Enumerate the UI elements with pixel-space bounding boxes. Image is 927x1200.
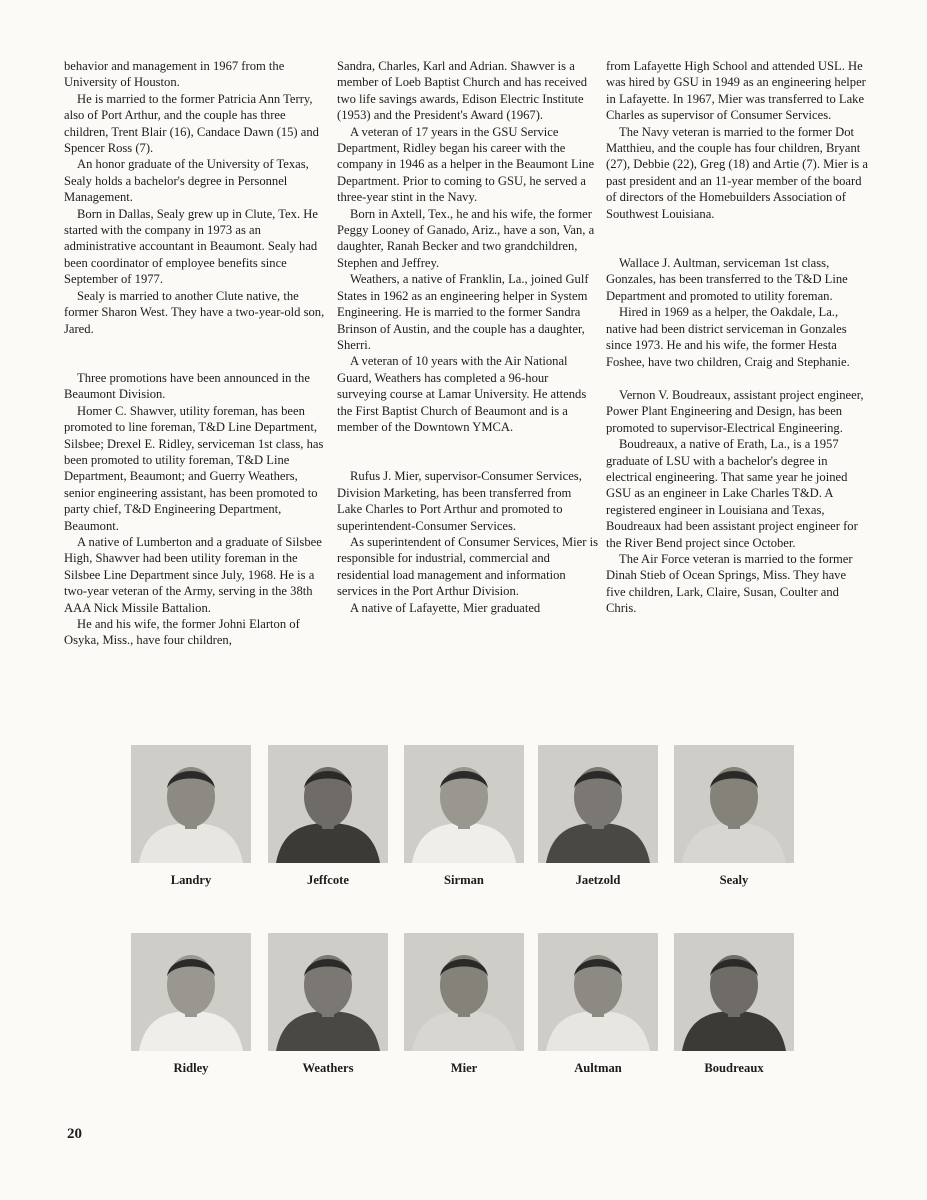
paragraph: behavior and management in 1967 from the University of Houston. [64,59,285,90]
portrait-photo [268,745,388,863]
paragraph: Three promotions have been announced in the Beaumont Division. [64,370,310,402]
portrait-landry [131,745,251,888]
paragraph: Homer C. Shawver, utility foreman, has been promoted to line foreman, T&D Line Department, Silsbee; Drexel E. Ridley, serviceman 1st class, has been promoted to utility foreman, T&D Line Department, Beaumont; and Guerry Weathers, senior engineering assistant, has been promoted to party chief, T&D Engineering Department, Beaumont. [64,403,324,533]
portrait-photo [674,933,794,1051]
paragraph: Sandra, Charles, Karl and Adrian. Shawver is a member of Loeb Baptist Church and has received two life savings awards, Edison Electric Institute (1953) and the President's Award (1967). [337,59,588,123]
paragraph: Sealy is married to another Clute native, the former Sharon West. They have a two-year-old son, Jared. [64,288,325,336]
portrait-photo [538,933,658,1051]
portrait-photo [268,933,388,1051]
portrait-photo [404,933,524,1051]
portrait-sirman [404,745,524,888]
portrait-aultman [538,933,658,1076]
text-column-1 [64,58,326,649]
portrait-caption: Ridley [173,1061,209,1075]
portrait-caption: Boudreaux [704,1061,764,1075]
portrait-weathers [268,933,388,1076]
paragraph: A veteran of 10 years with the Air National Guard, Weathers has completed a 96-hour surveying course at Lamar University. He attends the First Baptist Church of Beaumont and is a member of the Downtown YMCA. [337,354,587,434]
portrait-sealy [674,745,794,888]
paragraph: from Lafayette High School and attended USL. He was hired by GSU in 1949 as an engineering helper in Lafayette. In 1967, Mier was transferred to Lake Charles as supervisor of Consumer Services. [606,59,866,123]
portrait-photo [131,745,251,863]
paragraph: Hired in 1969 as a helper, the Oakdale, La., native had been district serviceman in Gonzales since 1973. He and his wife, the former Hesta Foshee, have two children, Craig and Stephanie. [606,305,850,369]
portrait-boudreaux [674,933,794,1076]
paragraph: Born in Dallas, Sealy grew up in Clute, Tex. He started with the company in 1973 as an administrative accountant in Beaumont. Sealy had been coordinator of employee benefits since September of 1977. [64,206,318,287]
paragraph: Vernon V. Boudreaux, assistant project engineer, Power Plant Engineering and Design, has been promoted to supervisor-Electrical Engineering. [606,387,864,435]
portrait-caption: Sealy [719,873,749,887]
portrait-jeffcote [268,745,388,888]
portrait-caption: Aultman [574,1061,622,1075]
portrait-photo [404,745,524,863]
paragraph: Boudreaux, a native of Erath, La., is a 1957 graduate of LSU with a bachelor's degree in electrical engineering. That same year he joined GSU as an engineer in Lake Charles T&D. A registered engineer in Louisiana and Texas, Boudreaux had been assistant project engineer for the River Bend project since October. [606,437,858,550]
portrait-photo [538,745,658,863]
paragraph: A veteran of 17 years in the GSU Service Department, Ridley began his career with the company in 1946 as a helper in the Beaumont Line Department. Prior to coming to GSU, he served a three-year stint in the Navy. [337,124,595,205]
portrait-caption: Jeffcote [307,873,349,887]
paragraph: Weathers, a native of Franklin, La., joined Gulf States in 1962 as an engineering helper in System Engineering. He is married to the former Sandra Brinson of Austin, and the couple has a daughter, Sherri. [337,272,589,352]
text-column-3 [606,58,868,617]
paragraph: Born in Axtell, Tex., he and his wife, the former Peggy Looney of Ganado, Ariz., have a son, Van, a daughter, Ranah Becker and two grandchildren, Stephen and Jeffrey. [337,206,595,270]
paragraph: The Air Force veteran is married to the former Dinah Stieb of Ocean Springs, Miss. They have five children, Lark, Claire, Susan, Coulter and Chris. [606,551,853,616]
paragraph: He is married to the former Patricia Ann Terry, also of Port Arthur, and the couple has three children, Trent Blair (16), Candace Dawn (15) and Spencer Ross (7). [64,91,319,156]
paragraph: He and his wife, the former Johni Elarton of Osyka, Miss., have four children, [64,617,300,648]
portrait-photo [131,933,251,1051]
paragraph: Rufus J. Mier, supervisor-Consumer Services, Division Marketing, has been transferred from Lake Charles to Port Arthur and promoted to superintendent-Consumer Services. [337,469,582,533]
paragraph: An honor graduate of the University of Texas, Sealy holds a bachelor's degree in Personnel Management. [64,157,309,205]
portrait-photo [674,745,794,863]
portrait-caption: Sirman [444,873,484,887]
paragraph: Wallace J. Aultman, serviceman 1st class, Gonzales, has been transferred to the T&D Line Department and promoted to utility foreman. [606,256,848,303]
portrait-caption: Mier [450,1061,478,1075]
paragraph: A native of Lumberton and a graduate of Silsbee High, Shawver had been utility foreman in the Silsbee Line Department since July, 1968. He is a two-year veteran of the Army, serving in the 38th AAA Nick Missile Battalion. [64,534,322,615]
portrait-mier [404,933,524,1076]
portrait-caption: Jaetzold [575,873,621,887]
page-number: 20 [67,1126,82,1142]
paragraph: A native of Lafayette, Mier graduated [350,600,541,615]
portrait-jaetzold [538,745,658,888]
paragraph: As superintendent of Consumer Services, Mier is responsible for industrial, commercial and residential load management and information services in the Port Arthur Division. [337,534,598,599]
portrait-caption: Weathers [302,1061,354,1075]
portrait-ridley [131,933,251,1076]
text-column-2 [337,58,599,616]
portrait-caption: Landry [170,873,212,887]
paragraph: The Navy veteran is married to the former Dot Matthieu, and the couple has four children, Bryant (27), Debbie (22), Greg (18) and Artie (7). Mier is a past president and an 11-year member of the board of directors of the Homebuilders Association of Southwest Louisiana. [606,124,868,221]
